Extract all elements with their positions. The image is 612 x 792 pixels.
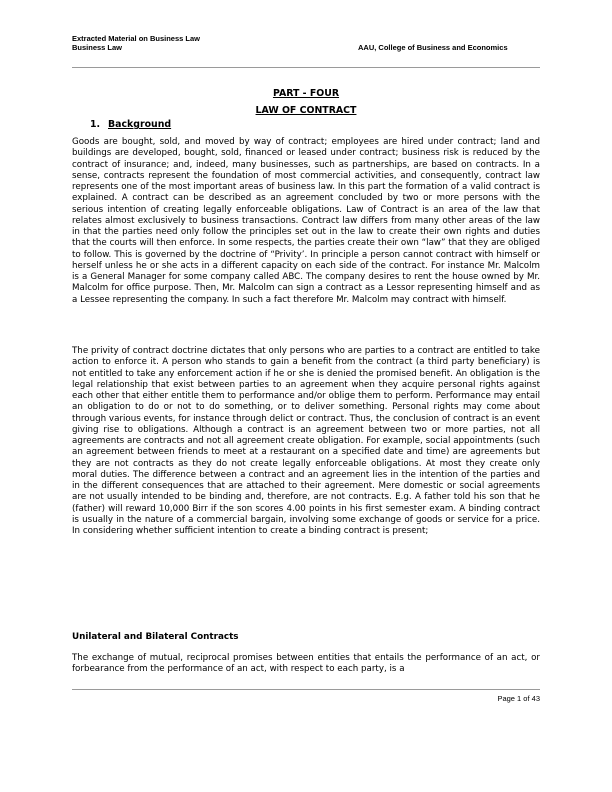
subsection-heading: Unilateral and Bilateral Contracts <box>72 632 239 642</box>
body-paragraph: Goods are bought, sold, and moved by way of contract; employees are hired under contract; land and buildings are developed, bought, sold, financed or leased under contract; business risk is reduced by the contract of insurance; and, indeed, many businesses, such as partnerships, are based on contracts. In a sense, contracts represent the foundation of most commercial activities, and consequently, contract law represents one of the most important areas of business law. In this part the formation of a valid contract is explained. A contract can be described as an agreement concluded by two or more persons with the serious intention of creating legally enforceable obligations. Law of Contract is an area of the law that relates almost exclusively to business transactions. Contract law differs from many other areas of the law in that the parties need only follow the principles set out in the law to create their own rights and duties that the courts will then enforce. In some respects, the parties create their own “law” that they are obliged to follow. This is governed by the doctrine of “Privity’. In principle a person cannot contract with himself or herself unless he or she acts in a different capacity on each side of the contract. For instance Mr. Malcolm is a General Manager for some company called ABC. The company desires to rent the house owned by Mr. Malcolm for office purpose. Then, Mr. Malcolm can sign a contract as a Lessor representing himself and as a Lessee representing the company. In such a fact therefore Mr. Malcolm may contract with himself. <box>72 137 540 305</box>
part-title: PART - FOUR <box>272 88 340 99</box>
body-paragraph: The exchange of mutual, reciprocal promises between entities that entails the performance of an act, or forbearance from the performance of an act, with respect to each party, is a <box>72 653 540 675</box>
section-heading <box>90 118 171 131</box>
footer-divider <box>72 689 540 690</box>
page-number: Page 1 of 43 <box>497 694 540 703</box>
header-divider <box>72 67 540 68</box>
body-paragraph: The privity of contract doctrine dictates that only persons who are parties to a contract are entitled to take action to enforce it. A person who stands to gain a benefit from the contract (a third party beneficiary) is not entitled to take any enforcement action if he or she is denied the promised benefit. An obligation is the legal relationship that exist between parties to an agreement when they acquire personal rights against each other that either entitle them to performance and/or oblige them to perform. Performance may entail an obligation to do or not to do something, or to deliver something. Personal rights may come about through various events, for instance through delict or contract. Thus, the conclusion of contract is an event giving rise to obligations. Although a contract is an agreement between two or more parties, not all agreements are contracts and not all agreement create obligation. For example, social appointments (such an agreement between friends to meet at a restaurant on a specified date and time) are agreements but they are not contracts as they do not create legally enforceable obligations. At most they create only moral duties. The difference between a contract and an agreement lies in the intention of the parties and in the different consequences that are attached to their agreement. Mere domestic or social agreements are not usually intended to be binding and, therefore, are not contracts. E.g. A father told his son that he (father) will reward 10,000 Birr if the son scores 4.00 points in his first semester exam. A binding contract is usually in the nature of a commercial bargain, involving some exchange of goods or service for a price. In considering whether sufficient intention to create a binding contract is present; <box>72 346 540 536</box>
header-course-name: Business Law <box>72 43 123 52</box>
chapter-title: LAW OF CONTRACT <box>255 105 357 116</box>
section-heading-text: Background <box>108 119 172 130</box>
header-material-title: Extracted Material on Business Law <box>72 34 200 43</box>
section-number: 1. <box>90 119 101 130</box>
header-left <box>72 34 200 52</box>
header-institution: AAU, College of Business and Economics <box>358 43 508 52</box>
